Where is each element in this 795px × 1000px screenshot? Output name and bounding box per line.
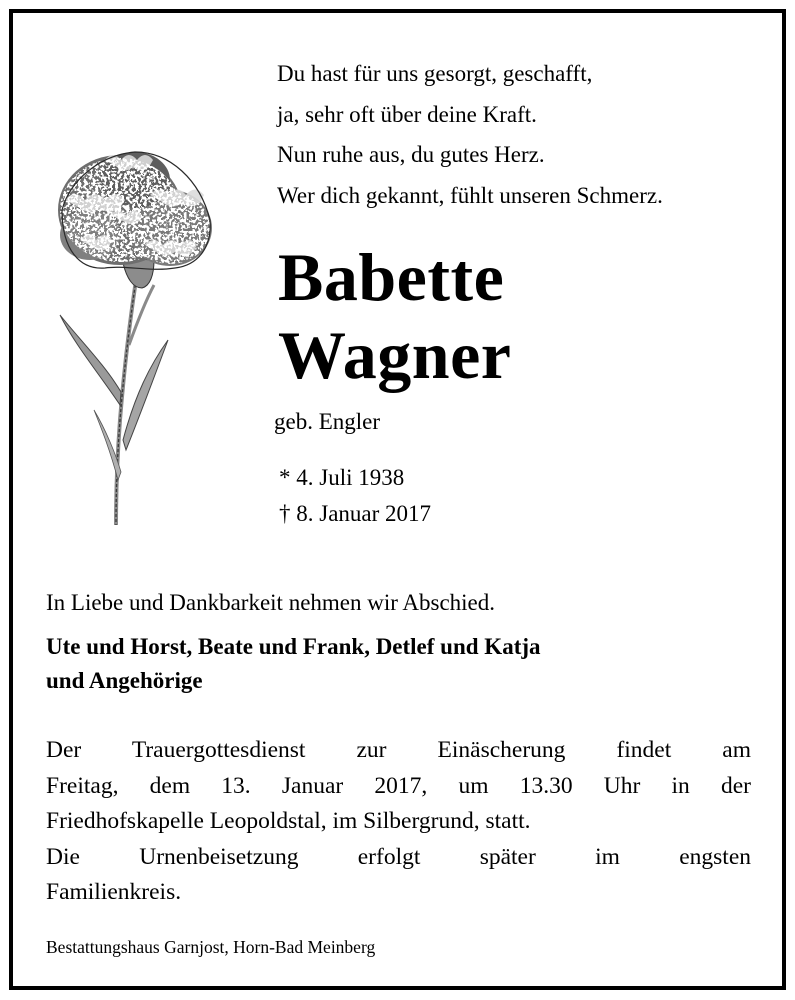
life-dates: [279, 460, 431, 532]
funeral-home: Bestattungshaus Garnjost, Horn-Bad Meinberg: [46, 937, 376, 957]
last-name: Wagner: [278, 317, 512, 393]
service-line: Die Urnenbeisetzung erfolgt später im engsten: [46, 843, 751, 870]
farewell-text: In Liebe und Dankbarkeit nehmen wir Abschied.: [46, 590, 496, 615]
service-line: Der Trauergottesdienst zur Einäscherung findet am: [46, 737, 751, 763]
poem-line: Du hast für uns gesorgt, geschafft,: [277, 61, 593, 86]
mourners-line: und Angehörige: [46, 668, 203, 693]
first-name: Babette: [278, 239, 505, 315]
service-line: Friedhofskapelle Leopoldstal, im Silbergrund, statt.: [46, 808, 531, 834]
service-line: Freitag, dem 13. Januar 2017, um 13.30 Uhr in der: [46, 772, 751, 799]
service-announcement: [46, 733, 751, 911]
birth-date: * 4. Juli 1938: [279, 465, 405, 490]
poem-line: ja, sehr oft über deine Kraft.: [277, 101, 537, 127]
mourners-line: Ute und Horst, Beate und Frank, Detlef und Katja: [46, 634, 541, 659]
poem-line: Wer dich gekannt, fühlt unseren Schmerz.: [277, 182, 663, 208]
memorial-poem: [277, 54, 663, 216]
deceased-name: [278, 238, 511, 394]
carnation-icon: [50, 140, 220, 530]
maiden-name: geb. Engler: [274, 409, 381, 434]
service-line: Familienkreis.: [46, 879, 182, 905]
poem-line: Nun ruhe aus, du gutes Herz.: [277, 142, 545, 167]
mourners: [46, 630, 541, 698]
death-date: † 8. Januar 2017: [279, 501, 432, 526]
